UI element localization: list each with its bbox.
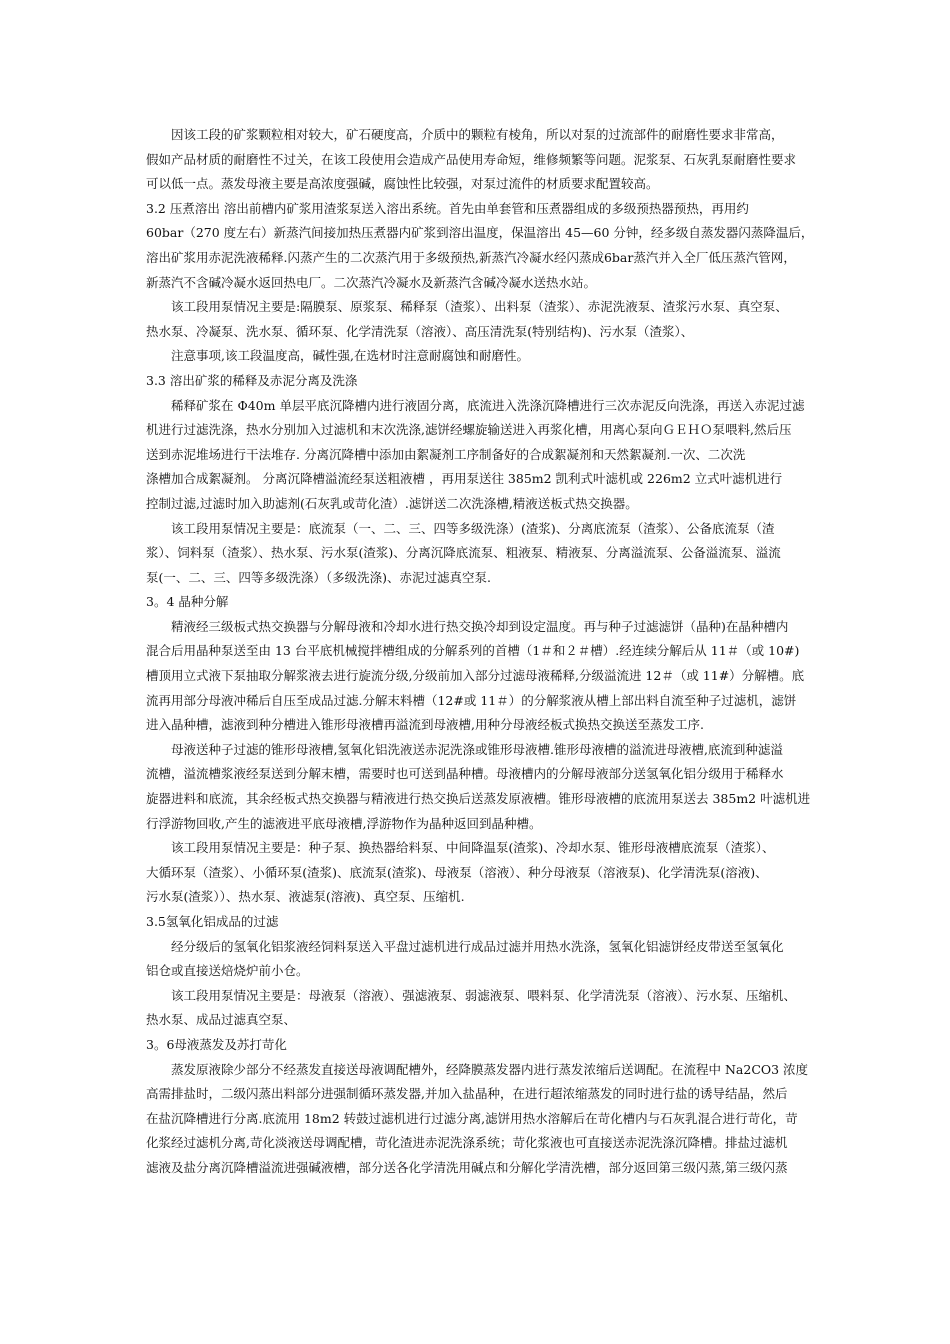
- text-line: 3。6母液蒸发及苏打苛化: [146, 1036, 287, 1052]
- text-line: 泵(一、二、三、四等多级洗涤）（多级洗涤)、赤泥过滤真空泵.: [146, 569, 491, 585]
- text-line: 送到赤泥堆场进行干法堆存. 分离沉降槽中添加由絮凝剂工序制备好的合成絮凝剂和天然絮凝剂.一次、二次洗: [146, 446, 746, 462]
- text-line: 注意事项,该工段温度高，碱性强,在选材时注意耐腐蚀和耐磨性。: [171, 348, 529, 364]
- text-line: 3.5氢氧化铝成品的过滤: [146, 914, 279, 929]
- text-line: 3。4 晶种分解: [146, 594, 229, 610]
- text-line: 3.3 溶出矿浆的稀释及赤泥分离及洗涤: [146, 372, 358, 388]
- text-line: 该工段用泵情况主要是:隔膜泵、原浆泵、稀释泵（渣浆）、出料泵（渣浆）、赤泥洗液泵、渣浆污水泵、真空泵、: [171, 299, 788, 315]
- text-line: 涤槽加合成絮凝剂。 分离沉降槽溢流经泵送粗液槽 ，再用泵送往 385m2 凯利式叶滤机或 226m2 立式叶滤机进行: [146, 471, 783, 487]
- text-line: 化浆经过滤机分离,苛化淡液送母调配槽，苛化渣进赤泥洗涤系统；苛化浆液也可直接送赤泥洗涤沉降槽。排盐过滤机: [146, 1135, 788, 1151]
- text-line: 控制过滤,过滤时加入助滤剂(石灰乳或苛化渣）.滤饼送二次洗涤槽,精液送板式热交换器。: [146, 495, 638, 511]
- text-line: 大循环泵（渣浆）、小循环泵(渣浆)、底流泵(渣浆)、母液泵（溶液）、种分母液泵（溶液泵)、化学清洗泵(溶液)、: [146, 864, 768, 880]
- text-line: 混合后用晶种泵送至由 13 台平底机械搅拌槽组成的分解系列的首槽（1＃和２＃槽）.经连续分解后从 11＃（或 10#): [146, 643, 800, 659]
- text-line: 蒸发原液除少部分不经蒸发直接送母液调配槽外，经降膜蒸发器内进行蒸发浓缩后送调配。在流程中 Na2CO3 浓度: [171, 1061, 809, 1077]
- text-line: 进入晶种槽，滤液到种分槽进入锥形母液槽再溢流到母液槽,用种分母液经板式换热交换送至蒸发工序.: [146, 717, 704, 733]
- text-line: 该工段用泵情况主要是：底流泵（一、二、三、四等多级洗涤）(渣浆)、分离底流泵（渣浆）、公备底流泵（渣: [171, 520, 775, 536]
- text-line: 污水泵(渣浆））、热水泵、液滤泵(溶液)、真空泵、压缩机.: [146, 889, 465, 905]
- text-line: 母液送种子过滤的锥形母液槽,氢氧化铝洗液送赤泥洗涤或锥形母液槽.锥形母液槽的溢流进母液槽,底流到种滤溢: [171, 741, 783, 757]
- text-line: 新蒸汽不含碱冷凝水返回热电厂。二次蒸汽冷凝水及新蒸汽含碱冷凝水送热水站。: [146, 274, 597, 290]
- text-line: 热水泵、冷凝泵、洗水泵、循环泵、化学清洗泵（溶液）、高压清洗泵(特别结构)、污水泵（渣浆）、: [146, 323, 694, 339]
- text-line: 因该工段的矿浆颗粒相对较大，矿石硬度高，介质中的颗粒有棱角，所以对泵的过流部件的耐磨性要求非常高，: [171, 127, 784, 142]
- text-line: 流再用部分母液冲稀后自压至成品过滤.分解末料槽（12#或 11＃）的分解浆液从槽上部出料自流至种子过滤机，滤饼: [146, 692, 797, 708]
- text-line: 稀释矿浆在 Φ40m 单层平底沉降槽内进行液固分离，底流进入洗涤沉降槽进行三次赤泥反向洗涤，再送入赤泥过滤: [171, 397, 805, 413]
- text-line: 60bar（270 度左右）新蒸汽间接加热压煮器内矿浆到溶出温度，保温溶出 45—60 分钟，经多级自蒸发器闪蒸降温后，: [146, 225, 814, 241]
- text-line: 该工段用泵情况主要是：种子泵、换热器给料泵、中间降温泵(渣浆)、冷却水泵、锥形母液槽底流泵（渣浆）、: [171, 840, 775, 856]
- text-line: 溶出矿浆用赤泥洗液稀释.闪蒸产生的二次蒸汽用于多级预热,新蒸汽冷凝水经闪蒸成6bar蒸汽并入全厂低压蒸汽管网，: [146, 249, 796, 265]
- text-line: 行浮游物回收,产生的滤液进平底母液槽,浮游物作为晶种返回到晶种槽。: [146, 815, 542, 831]
- text-line: 槽顶用立式液下泵抽取分解浆液去进行旋流分级,分级前加入部分过滤母液稀释,分级溢流进 12＃（或 11#）分解槽。底: [146, 668, 805, 684]
- text-line: 可以低一点。蒸发母液主要是高浓度强碱，腐蚀性比较强，对泵过流件的材质要求配置较高。: [146, 176, 659, 192]
- text-line: 经分级后的氢氧化铝浆液经饲料泵送入平盘过滤机进行成品过滤并用热水洗涤，氢氧化铝滤饼经皮带送至氢氧化: [171, 938, 784, 954]
- document-body: [146, 123, 814, 1181]
- text-line: 该工段用泵情况主要是：母液泵（溶液）、强滤液泵、弱滤液泵、喂料泵、化学清洗泵（溶液）、污水泵、压缩机、: [171, 987, 797, 1003]
- text-line: 精液经三级板式热交换器与分解母液和冷却水进行热交换冷却到设定温度。再与种子过滤滤饼（晶种)在晶种槽内: [171, 618, 789, 634]
- text-line: 机进行过滤洗涤，热水分别加入过滤机和末次洗涤,滤饼经螺旋输送进入再浆化槽，用离心泵向ＧＥＨＯ泵喂料,然后压: [146, 422, 792, 438]
- text-line: 旋器进料和底流，其余经板式热交换器与精液进行热交换后送蒸发原液槽。锥形母液槽的底流用泵送去 385m2 叶滤机进: [146, 791, 811, 807]
- text-line: 3.2 压煮溶出 溶出前槽内矿浆用渣浆泵送入溶出系统。首先由单套管和压煮器组成的多级预热器预热，再用约: [146, 200, 749, 216]
- text-line: 假如产品材质的耐磨性不过关，在该工段使用会造成产品使用寿命短，维修频繁等问题。泥浆泵、石灰乳泵耐磨性要求: [146, 151, 797, 167]
- text-line: 浆）、饲料泵（渣浆）、热水泵、污水泵(渣浆)、分离沉降底流泵、粗液泵、精液泵、分离溢流泵、公备溢流泵、溢流: [146, 545, 781, 561]
- text-line: 高需排盐时，二级闪蒸出料部分进强制循环蒸发器,并加入盐晶种，在进行超浓缩蒸发的同时进行盐的诱导结晶，然后: [146, 1086, 788, 1102]
- text-line: 在盐沉降槽进行分离.底流用 18m2 转鼓过滤机进行过滤分离,滤饼用热水溶解后在苛化槽内与石灰乳混合进行苛化，苛: [146, 1110, 798, 1126]
- text-line: 流槽，溢流槽浆液经泵送到分解末槽，需要时也可送到晶种槽。母液槽内的分解母液部分送氢氧化铝分级用于稀释水: [146, 766, 784, 782]
- text-line: 滤液及盐分离沉降槽溢流进强碱液槽，部分送各化学清洗用碱点和分解化学清洗槽，部分返回第三级闪蒸,第三级闪蒸: [146, 1159, 788, 1175]
- text-line: 热水泵、成品过滤真空泵、: [146, 1012, 297, 1028]
- text-line: 铝仓或直接送焙烧炉前小仓。: [146, 963, 309, 979]
